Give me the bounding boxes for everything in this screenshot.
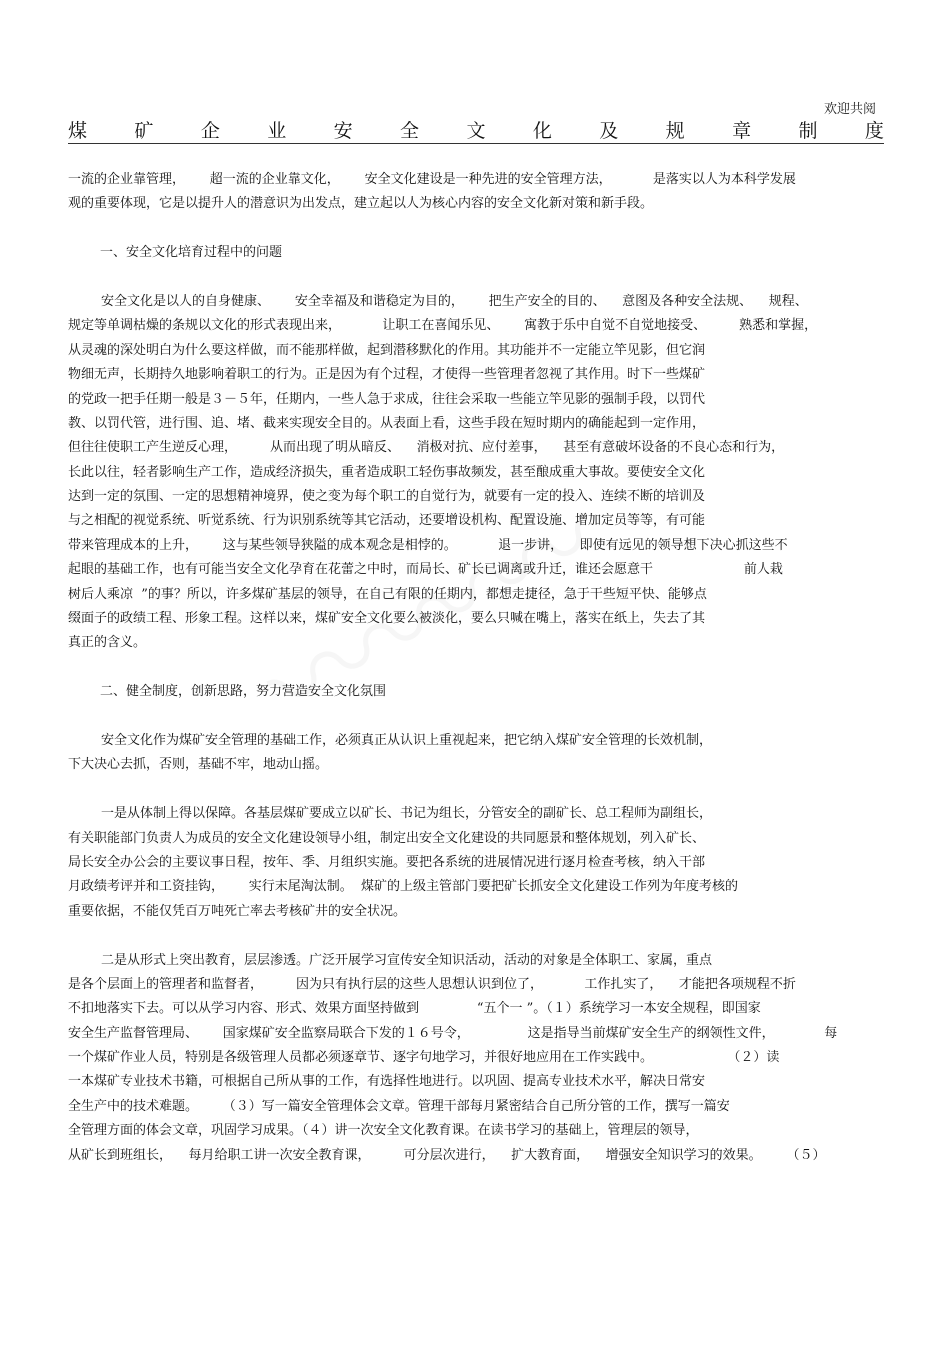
title-char: 企 [200,119,220,142]
section2-paragraph-1 [68,729,884,778]
title-char: 章 [732,119,752,142]
text-line: 与之相配的视觉系统、听觉系统、行为识别系统等其它活动，还要增设机构、配置设施、增加定员等等，有可能 [68,513,706,529]
spacer [68,705,884,729]
section1-paragraph [68,290,884,656]
section-heading-1: 一、安全文化培育过程中的问题 [100,245,283,261]
text-line: 真正的含义。 [68,635,147,651]
spacer [68,656,884,680]
title-char: 规 [665,119,685,142]
text-line: 是各个层面上的管理者和监督者， 因为只有执行层的这些人思想认识到位了， 工作扎实了， 才能把各项规程不折 [68,976,796,992]
text-line: 缀面子的政绩工程、形象工程。这样以来，煤矿安全文化要么被淡化，要么只喊在嘴上，落实在纸上，失去了其 [68,611,706,627]
section-heading-2: 二、健全制度，创新思路，努力营造安全文化氛围 [100,684,387,700]
document-body [68,168,884,1168]
text-line: 一本煤矿专业技术书籍，可根据自己所从事的工作，有选择性地进行。以巩固、提高专业技术水平，解决日常安 [68,1074,706,1090]
title-char: 安 [333,119,353,142]
spacer [68,778,884,802]
text-line: 一流的企业靠管理， 超一流的企业靠文化， 安全文化建设是一种先进的安全管理方法， 是落实以人为本科学发展 [68,172,796,187]
intro-paragraph [68,168,884,217]
title-char: 及 [599,119,619,142]
text-line: 长此以往，轻者影响生产工作，造成经济损失，重者造成职工轻伤事故频发，甚至酿成重大事故。要使安全文化 [68,464,706,480]
text-line: 树后人乘凉 ”的事？所以，许多煤矿基层的领导，在自己有限的任期内，都想走捷径，急于干些短平快、能够点 [68,586,707,602]
title-char: 煤 [68,119,88,142]
title-char: 矿 [134,119,154,142]
text-line: 全生产中的技术难题。 （３）写一篇安全管理体会文章。管理干部每月紧密结合自己所分管的工作，撰写一篇安 [68,1098,730,1114]
title-char: 业 [267,119,287,142]
text-line: 规定等单调枯燥的条规以文化的形式表现出来， 让职工在喜闻乐见、 寓教于乐中自觉不自觉地接受、 熟悉和掌握， [68,318,818,334]
text-line: 不扣地落实下去。可以从学习内容、形式、效果方面坚持做到 “五个一 ”。（１）系统学习一本安全规程，即国家 [68,1001,761,1017]
title-divider [68,143,884,144]
text-line: 的党政一把手任期一般是３－５年，任期内，一些人急于求成，往往会采取一些能立竿见影的强制手段，以罚代 [68,391,706,407]
welcome-label: 欢迎共阅 [823,102,876,117]
spacer [68,924,884,948]
text-line: 重要依据，不能仅凭百万吨死亡率去考核矿井的安全状况。 [68,903,407,919]
text-line: 下大决心去抓，否则，基础不牢，地动山摇。 [68,757,329,773]
text-line: 一是从体制上得以保障。各基层煤矿要成立以矿长、书记为组长，分管安全的副矿长、总工程师为副组长， [68,806,713,822]
title-char: 化 [532,119,552,142]
text-line: 有关职能部门负责人为成员的安全文化建设领导小组，制定出安全文化建设的共同愿景和整体规划，列入矿长、 [68,830,706,846]
text-line: 安全生产监督管理局、 国家煤矿安全监察局联合下发的１６号令， 这是指导当前煤矿安全生产的纲领性文件， 每 [68,1025,838,1041]
text-line: 局长安全办公会的主要议事日程，按年、季、月组织实施。要把各系统的进展情况进行逐月检查考核，纳入干部 [68,854,706,870]
spacer [68,217,884,241]
text-line: 观的重要体现，它是以提升人的潜意识为出发点，建立起以人为核心内容的安全文化新对策和新手段。 [68,196,654,212]
text-line: 起眼的基础工作，也有可能当安全文化孕育在花蕾之中时，而局长、矿长已调离或升迁，谁还会愿意干 前人栽 [68,562,783,578]
text-line: 但往往使职工产生逆反心理， 从而出现了明从暗反、 消极对抗、应付差事， 甚至有意破坏设备的不良心态和行为， [68,440,785,456]
text-line: 全管理方面的体会文章，巩固学习成果。（４）讲一次安全文化教育课。在读书学习的基础上，管理层的领导， [68,1123,699,1139]
spacer [68,266,884,290]
text-line: 教、以罚代管，进行围、追、堵、截来实现安全目的。从表面上看，这些手段在短时期内的确能起到一定作用， [68,415,706,431]
title-char: 制 [798,119,818,142]
text-line: 从矿长到班组长， 每月给职工讲一次安全教育课， 可分层次进行， 扩大教育面， 增强安全知识学习的效果。 （５） [68,1147,826,1163]
text-line: 达到一定的氛围、一定的思想精神境界，使之变为每个职工的自觉行为，就要有一定的投入、连续不断的培训及 [68,489,706,505]
text-line: 从灵魂的深处明白为什么要这样做，而不能那样做，起到潜移默化的作用。其功能并不一定能立竿见影，但它润 [68,342,706,358]
section2-paragraph-2 [68,802,884,924]
text-line: 安全文化是以人的自身健康、 安全幸福及和谐稳定为目的， 把生产安全的目的、 意图及各种安全法规、 规程、 [68,293,808,309]
text-line: 一个煤矿作业人员，特别是各级管理人员都必须逐章节、逐字句地学习，并很好地应用在工作实践中。 （２）读 [68,1050,780,1066]
title-char: 文 [466,119,486,142]
text-line: 月政绩考评并和工资挂钩， 实行末尾淘汰制。 煤矿的上级主管部门要把矿长抓安全文化建设工作列为年度考核的 [68,879,739,895]
text-line: 二是从形式上突出教育，层层渗透。广泛开展学习宣传安全知识活动，活动的对象是全体职工、家属，重点 [68,952,713,968]
text-line: 安全文化作为煤矿安全管理的基础工作，必须真正从认识上重视起来，把它纳入煤矿安全管理的长效机制， [68,733,713,749]
page-title [68,114,884,144]
text-line: 带来管理成本的上升， 这与某些领导狭隘的成本观念是相悖的。 退一步讲， 即使有远见的领导想下决心抓这些不 [68,537,788,553]
section2-paragraph-3 [68,949,884,1169]
title-char: 度 [864,119,884,142]
text-line: 物细无声，长期持久地影响着职工的行为。正是因为有个过程，才使得一些管理者忽视了其作用。时下一些煤矿 [68,367,706,383]
title-char: 全 [400,119,420,142]
